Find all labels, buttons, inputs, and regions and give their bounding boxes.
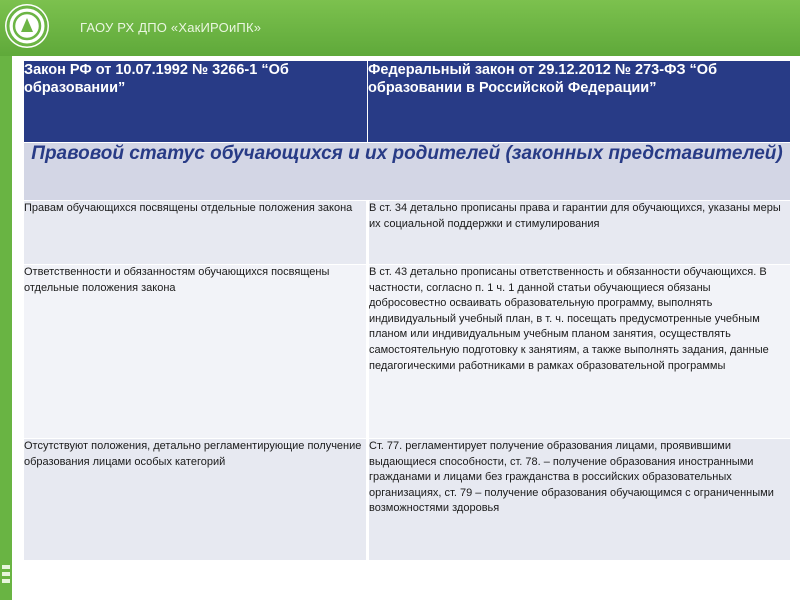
table-row [24,201,791,265]
section-row [24,143,791,201]
new-law-cell: В ст. 43 детально прописаны ответственность и обязанности обучающихся. В частности, согласно п. 1 ч. 1 данной статьи обучающиеся обязаны добросовестно осваивать образовательную программу, выполнять индивидуальный учебный план, в т. ч. посещать предусмотренные учебным планом или индивидуальным учебным планом занятия, осуществлять самостоятельную подготовку к занятиям, а также выполнять задания, данные педагогическими работниками в рамках образовательной программы [368,265,791,439]
new-law-cell: В ст. 34 детально прописаны права и гарантии для обучающихся, указаны меры их социальной поддержки и стимулирования [368,201,791,265]
law-comparison-table [23,60,791,561]
table-row [24,265,791,439]
old-law-cell: Правам обучающихся посвящены отдельные положения закона [24,201,368,265]
decorative-marks [0,562,12,586]
organization-name: ГАОУ РХ ДПО «ХакИРОиПК» [80,20,262,35]
new-law-cell: Ст. 77. регламентирует получение образования лицами, проявившими выдающиеся способности, ст. 78. – получение образования иностранными гражданами и лицами без гражданства в российских образовательных организациях, ст. 79 – получение образования обучающимся с ограниченными возможностями здоровья [368,439,791,561]
old-law-cell: Ответственности и обязанностям обучающихся посвящены отдельные положения закона [24,265,368,439]
left-accent-strip [0,56,12,600]
table-header-row [24,61,791,143]
column-heading-old-law: Закон РФ от 10.07.1992 № 3266-1 “Об образовании” [24,61,368,143]
old-law-cell: Отсутствуют положения, детально регламентирующие получение образования лицами особых категорий [24,439,368,561]
institute-logo-icon [3,2,51,50]
table-row [24,439,791,561]
section-title: Правовой статус обучающихся и их родителей (законных представителей) [24,143,791,201]
top-banner [0,0,800,56]
column-heading-new-law: Федеральный закон от 29.12.2012 № 273-ФЗ “Об образовании в Российской Федерации” [368,61,791,143]
